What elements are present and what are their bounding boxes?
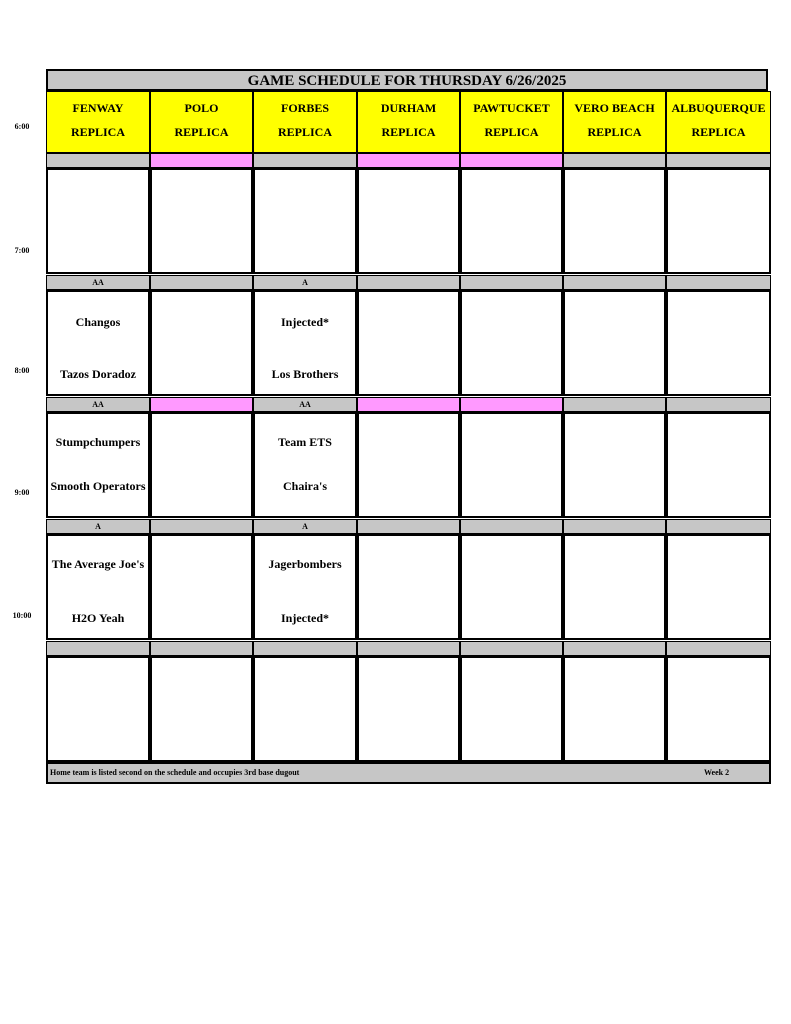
game-cell[interactable] (150, 656, 253, 762)
division-bar (150, 641, 253, 656)
away-team: The Average Joe's (51, 557, 145, 571)
division-bar (357, 275, 460, 290)
schedule-sheet (46, 69, 771, 786)
division-bar: AA (46, 275, 150, 290)
field-header-vero-beach (563, 91, 666, 153)
time-label: 6:00 (14, 122, 30, 131)
time-label: 7:00 (14, 246, 30, 255)
game-cell[interactable] (253, 412, 357, 518)
division-bar (150, 275, 253, 290)
division-bar (460, 641, 563, 656)
game-cell[interactable] (460, 656, 563, 762)
field-subtitle: REPLICA (381, 125, 436, 139)
game-cell[interactable] (563, 412, 666, 518)
field-name: FORBES (280, 101, 329, 115)
field-name: PAWTUCKET (473, 101, 550, 115)
away-team: Jagerbombers (268, 557, 342, 571)
division-bar (563, 153, 666, 168)
field-name: POLO (184, 101, 219, 115)
game-cell[interactable] (357, 656, 460, 762)
division-bar (46, 153, 150, 168)
division-bar (357, 519, 460, 534)
game-cell[interactable] (666, 656, 771, 762)
home-team: Tazos Doradoz (60, 367, 136, 381)
field-subtitle: REPLICA (70, 125, 125, 139)
time-label: 10:00 (12, 611, 32, 620)
division-bar (563, 397, 666, 412)
field-subtitle: REPLICA (484, 125, 539, 139)
game-cell[interactable] (460, 168, 563, 274)
game-cell[interactable] (150, 168, 253, 274)
field-name: DURHAM (380, 101, 437, 115)
game-cell[interactable] (460, 534, 563, 640)
field-subtitle: REPLICA (174, 125, 229, 139)
field-header-row (46, 91, 771, 153)
division-bar (563, 641, 666, 656)
division-bar (150, 153, 253, 168)
schedule-footer (46, 762, 771, 784)
game-cell[interactable] (253, 534, 357, 640)
home-team: Los Brothers (271, 367, 339, 381)
division-bar: AA (46, 397, 150, 412)
game-cell[interactable] (357, 168, 460, 274)
home-team: Smooth Operators (50, 479, 146, 493)
game-cell[interactable] (253, 656, 357, 762)
home-team-note: Home team is listed second on the schedule and occupies 3rd base dugout (50, 768, 300, 777)
division-bar (666, 397, 771, 412)
game-cell[interactable] (150, 290, 253, 396)
time-label: 8:00 (14, 366, 30, 375)
home-team: H2O Yeah (71, 611, 125, 625)
division-bar (357, 641, 460, 656)
game-cell[interactable] (150, 534, 253, 640)
game-cell[interactable] (563, 290, 666, 396)
field-subtitle: REPLICA (691, 125, 746, 139)
division-bar (563, 519, 666, 534)
game-cell[interactable] (666, 290, 771, 396)
time-label: 9:00 (14, 488, 30, 497)
division-bar (460, 275, 563, 290)
division-bar (46, 641, 150, 656)
schedule-title: GAME SCHEDULE FOR THURSDAY 6/26/2025 (46, 69, 768, 91)
division-bar (460, 153, 563, 168)
division-bar (357, 153, 460, 168)
division-bar (253, 153, 357, 168)
game-cell[interactable] (563, 656, 666, 762)
division-bar (666, 153, 771, 168)
division-bar (150, 397, 253, 412)
away-team: Injected* (281, 315, 329, 329)
home-team: Chaira's (282, 479, 327, 493)
game-cell[interactable] (46, 168, 150, 274)
field-header-durham (357, 91, 460, 153)
game-cell[interactable] (46, 534, 150, 640)
field-name: FENWAY (72, 101, 124, 115)
game-cell[interactable] (253, 290, 357, 396)
field-header-polo (150, 91, 253, 153)
division-bar (666, 275, 771, 290)
field-header-fenway (46, 91, 150, 153)
game-cell[interactable] (357, 290, 460, 396)
field-header-pawtucket (460, 91, 563, 153)
game-cell[interactable] (357, 534, 460, 640)
division-bar: A (253, 275, 357, 290)
week-label: Week 2 (704, 768, 730, 777)
field-name: ALBUQUERQUE (671, 101, 766, 115)
game-cell[interactable] (46, 656, 150, 762)
game-cell[interactable] (666, 534, 771, 640)
field-header-forbes (253, 91, 357, 153)
division-bar: AA (253, 397, 357, 412)
field-subtitle: REPLICA (277, 125, 332, 139)
field-subtitle: REPLICA (587, 125, 642, 139)
game-cell[interactable] (563, 168, 666, 274)
game-cell[interactable] (150, 412, 253, 518)
game-cell[interactable] (460, 290, 563, 396)
division-bar (150, 519, 253, 534)
division-bar: A (253, 519, 357, 534)
division-bar: A (46, 519, 150, 534)
field-name: VERO BEACH (574, 101, 655, 115)
home-team: Injected* (281, 611, 329, 625)
game-cell[interactable] (460, 412, 563, 518)
away-team: Changos (75, 315, 121, 329)
division-bar (253, 641, 357, 656)
game-cell[interactable] (357, 412, 460, 518)
division-bar (460, 519, 563, 534)
game-cell[interactable] (46, 290, 150, 396)
away-team: Team ETS (278, 435, 332, 449)
game-cell[interactable] (666, 168, 771, 274)
division-bar (460, 397, 563, 412)
division-bar (666, 641, 771, 656)
division-bar (357, 397, 460, 412)
division-bar (563, 275, 666, 290)
game-cell[interactable] (563, 534, 666, 640)
field-header-albuquerque (666, 91, 771, 153)
game-cell[interactable] (666, 412, 771, 518)
division-bar (666, 519, 771, 534)
away-team: Stumpchumpers (55, 435, 141, 449)
game-cell[interactable] (253, 168, 357, 274)
game-cell[interactable] (46, 412, 150, 518)
